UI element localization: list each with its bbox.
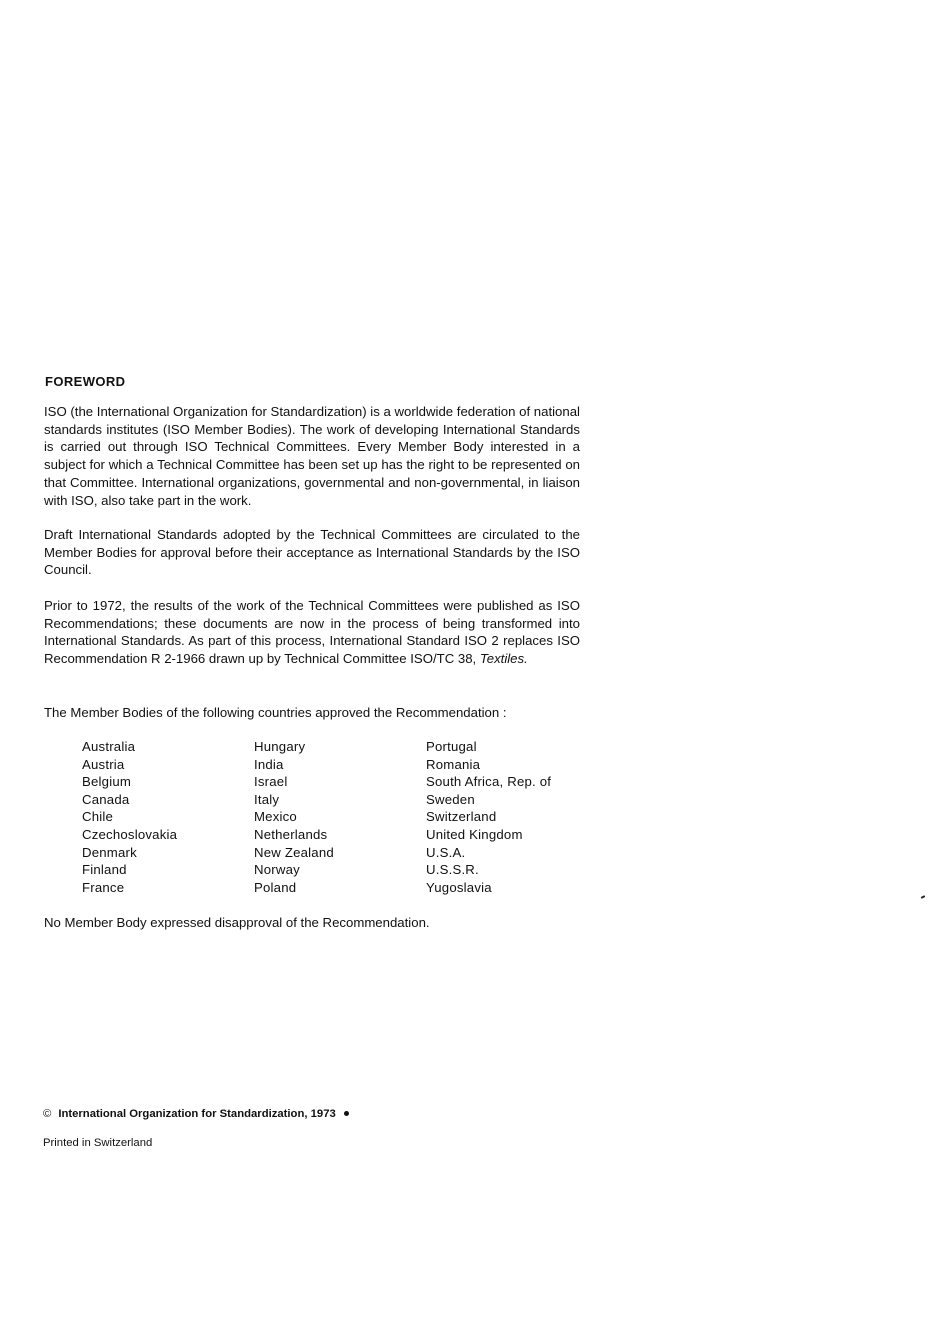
country-item: Finland xyxy=(82,862,127,878)
country-item: India xyxy=(254,756,284,772)
country-item: U.S.A. xyxy=(426,844,466,860)
country-item: Norway xyxy=(254,862,300,878)
country-item: Netherlands xyxy=(254,826,328,842)
country-item: Israel xyxy=(254,774,288,790)
foreword-paragraph-3 xyxy=(44,597,580,668)
printed-in: Printed in Switzerland xyxy=(43,1137,153,1149)
country-column-2 xyxy=(254,738,334,896)
country-item: Romania xyxy=(426,756,481,772)
country-item: Italy xyxy=(254,791,280,807)
country-item: Hungary xyxy=(254,739,306,754)
foreword-heading: FOREWORD xyxy=(45,374,126,389)
country-item: Czechoslovakia xyxy=(82,826,178,842)
bullet-icon xyxy=(344,1111,349,1116)
country-item: South Africa, Rep. of xyxy=(426,774,552,790)
country-item: France xyxy=(82,879,125,895)
paragraph-3-text: Prior to 1972, the results of the work of the Technical Committees were published as ISO Recommendations; these documents are now in the process of being transformed into International Standards. As part of this process, International Standard ISO 2 replaces ISO Recommendation R 2-1966 drawn up by Technical Committee ISO/TC 38, xyxy=(44,598,580,667)
country-item: Belgium xyxy=(82,774,132,790)
country-item: Austria xyxy=(82,756,125,772)
country-item: Chile xyxy=(82,809,114,825)
country-item: Poland xyxy=(254,879,297,895)
committee-name: Textiles. xyxy=(479,651,528,667)
country-column-1 xyxy=(82,738,177,896)
country-item: United Kingdom xyxy=(426,826,523,842)
country-item: New Zealand xyxy=(254,844,334,860)
country-item: Portugal xyxy=(426,739,477,754)
foreword-paragraph-1: ISO (the International Organization for Standardization) is a worldwide federation of national standards institutes (ISO Member Bodies). The work of developing International Standards is carried out through ISO Technical Committees. Every Member Body interested in a subject for which a Technical Committee has been set up has the right to be represented on that Committee. International organizations, governmental and non-governmental, in liaison with ISO, also take part in the work. xyxy=(44,404,580,508)
country-item: Yugoslavia xyxy=(426,879,492,895)
country-item: Mexico xyxy=(254,809,297,825)
copyright-text: International Organization for Standardization, 1973 xyxy=(58,1108,336,1120)
country-item: Australia xyxy=(82,739,136,754)
country-column-3 xyxy=(426,738,551,896)
foreword-paragraph-5: No Member Body expressed disapproval of the Recommendation. xyxy=(44,915,430,930)
scan-mark xyxy=(921,895,925,899)
country-item: U.S.S.R. xyxy=(426,862,479,878)
country-item: Sweden xyxy=(426,791,475,807)
foreword-paragraph-2: Draft International Standards adopted by the Technical Committees are circulated to the Member Bodies for approval before their acceptance as International Standards by the ISO Council. xyxy=(44,527,580,578)
country-item: Denmark xyxy=(82,844,137,860)
country-item: Canada xyxy=(82,791,130,807)
country-item: Switzerland xyxy=(426,809,497,825)
copyright-symbol: © xyxy=(43,1108,52,1120)
copyright-line xyxy=(43,1108,349,1120)
foreword-paragraph-4: The Member Bodies of the following countries approved the Recommendation : xyxy=(44,705,507,720)
